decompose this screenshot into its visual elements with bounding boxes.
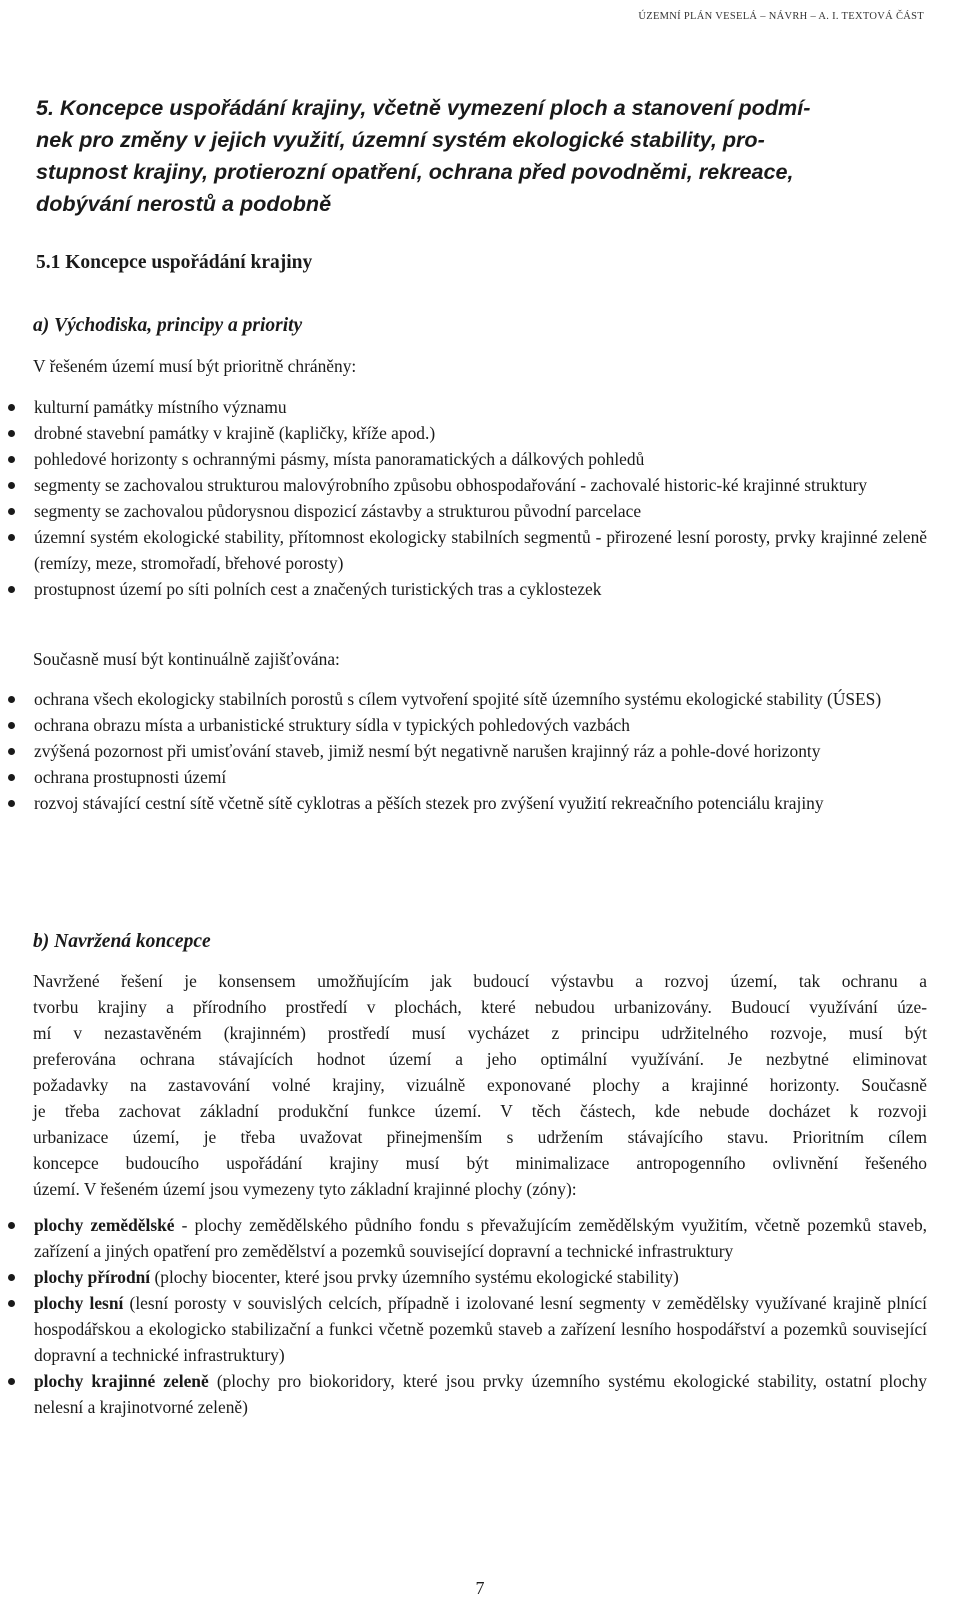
chapter-title-line: 5. Koncepce uspořádání krajiny, včetně vymezení ploch a stanovení podmí- — [36, 95, 811, 120]
bullet-icon — [8, 800, 15, 807]
bullet-icon — [8, 456, 15, 463]
bullet-icon — [8, 1300, 15, 1307]
bullet-icon — [8, 748, 15, 755]
bullet-icon — [8, 696, 15, 703]
list-item — [33, 1212, 927, 1264]
zone-term: plochy zemědělské — [34, 1215, 175, 1235]
bullet-icon — [8, 586, 15, 593]
bullet-icon — [8, 508, 15, 515]
bullet-icon — [8, 722, 15, 729]
paragraph-line: urbanizace území, je třeba uvažovat přinejmenším s udržením stávajícího stavu. Prioritním cílem — [33, 1127, 927, 1147]
bullet-icon — [8, 1222, 15, 1229]
concept-paragraph — [33, 968, 927, 1202]
chapter-title-line: stupnost krajiny, protierozní opatření, ochrana před povodněmi, rekreace, — [36, 159, 794, 184]
paragraph-line: mí v nezastavěném (krajinném) prostředí musí vycházet z principu udržitelného rozvoje, musí být — [33, 1023, 927, 1043]
paragraph-line: tvorbu krajiny a přírodního prostředí v plochách, které nebudou urbanizovány. Budoucí využívání úze- — [33, 997, 927, 1017]
zone-description: (plochy pro biokoridory, které jsou prvky územního systému ekologické stability, ostatní plochy nelesní a krajinotvorné zeleně) — [34, 1371, 927, 1417]
part-b-heading: b) Navržená koncepce — [33, 931, 211, 952]
bullet-icon — [8, 404, 15, 411]
bullet-icon — [8, 534, 15, 541]
chapter-title — [36, 92, 930, 220]
paragraph-line: Navržené řešení je konsensem umožňujícím jak budoucí výstavbu a rozvoj území, tak ochranu a — [33, 971, 927, 991]
page-number: 7 — [475, 1578, 485, 1598]
list-item — [33, 1290, 927, 1368]
list-item — [33, 1264, 927, 1290]
paragraph-line: koncepce budoucího uspořádání krajiny musí být minimalizace antropogenního ovlivnění řešeného — [33, 1153, 927, 1173]
protected-intro: V řešeném území musí být prioritně chráněny: — [33, 356, 357, 376]
list-item: ochrana prostupnosti území — [33, 764, 927, 790]
zone-term: plochy lesní — [34, 1293, 124, 1313]
protected-list — [33, 394, 927, 602]
list-item: drobné stavební památky v krajině (kapličky, kříže apod.) — [33, 420, 927, 446]
list-item: ochrana všech ekologicky stabilních porostů s cílem vytvoření spojité sítě územního systému ekologické stability (ÚSES) — [33, 686, 927, 712]
continuous-list — [33, 686, 927, 816]
continuous-intro: Současně musí být kontinuálně zajišťována: — [33, 649, 340, 669]
paragraph-line: je třeba zachovat základní produkční funkce území. V těch částech, kde nebude docházet k rozvoji — [33, 1101, 927, 1121]
list-item: kulturní památky místního významu — [33, 394, 927, 420]
list-item: segmenty se zachovalou půdorysnou dispozicí zástavby a strukturou původní parcelace — [33, 498, 927, 524]
part-a-heading: a) Východiska, principy a priority — [33, 315, 303, 336]
chapter-title-line: nek pro změny v jejich využití, územní systém ekologické stability, pro- — [36, 127, 765, 152]
zones-list — [33, 1212, 927, 1420]
zone-description: (lesní porosty v souvislých celcích, případně i izolované lesní segmenty v zemědělsky využívané krajině plnící hospodářskou a ekologicko stabilizační a funkci včetně pozemků staveb a zařízení lesního hospodářství a pozemků související dopravní a technické infrastruktury) — [34, 1293, 927, 1365]
bullet-icon — [8, 1274, 15, 1281]
paragraph-line: území. V řešeném území jsou vymezeny tyto základní krajinné plochy (zóny): — [33, 1179, 577, 1199]
bullet-icon — [8, 430, 15, 437]
zone-term: plochy přírodní — [34, 1267, 151, 1287]
list-item: územní systém ekologické stability, přítomnost ekologicky stabilních segmentů - přirozené lesní porosty, prvky krajinné zeleně (remízy, meze, stromořadí, břehové porosty) — [33, 524, 927, 576]
list-item: zvýšená pozornost při umisťování staveb, jimiž nesmí být negativně narušen krajinný ráz a pohle-dové horizonty — [33, 738, 927, 764]
list-item — [33, 1368, 927, 1420]
section-title: 5.1 Koncepce uspořádání krajiny — [36, 252, 313, 273]
list-item: ochrana obrazu místa a urbanistické struktury sídla v typických pohledových vazbách — [33, 712, 927, 738]
paragraph-line: preferována ochrana stávajících hodnot území a jeho optimální využívání. Je nezbytné eliminovat — [33, 1049, 927, 1069]
bullet-icon — [8, 1378, 15, 1385]
running-header: ÚZEMNÍ PLÁN VESELÁ – NÁVRH – A. I. TEXTOVÁ ČÁST — [638, 11, 924, 22]
paragraph-line: požadavky na zastavování volné krajiny, vizuálně exponované plochy a krajinné horizonty. Současně — [33, 1075, 927, 1095]
zone-term: plochy krajinné zeleně — [34, 1371, 209, 1391]
list-item: segmenty se zachovalou strukturou malovýrobního způsobu obhospodařování - zachovalé historic-ké krajinné struktury — [33, 472, 927, 498]
chapter-title-line: dobývání nerostů a podobně — [36, 191, 332, 216]
bullet-icon — [8, 482, 15, 489]
list-item: prostupnost území po síti polních cest a značených turistických tras a cyklostezek — [33, 576, 927, 602]
bullet-icon — [8, 774, 15, 781]
list-item: rozvoj stávající cestní sítě včetně sítě cyklotras a pěších stezek pro zvýšení využití rekreačního potenciálu krajiny — [33, 790, 927, 816]
list-item: pohledové horizonty s ochrannými pásmy, místa panoramatických a dálkových pohledů — [33, 446, 927, 472]
zone-description: - plochy zemědělského půdního fondu s převažujícím zemědělským využitím, včetně pozemků staveb, zařízení a jiných opatření pro zemědělství a pozemků související dopravní a technické infrastruktury — [34, 1215, 927, 1261]
zone-description: (plochy biocenter, které jsou prvky územního systému ekologické stability) — [150, 1267, 679, 1287]
